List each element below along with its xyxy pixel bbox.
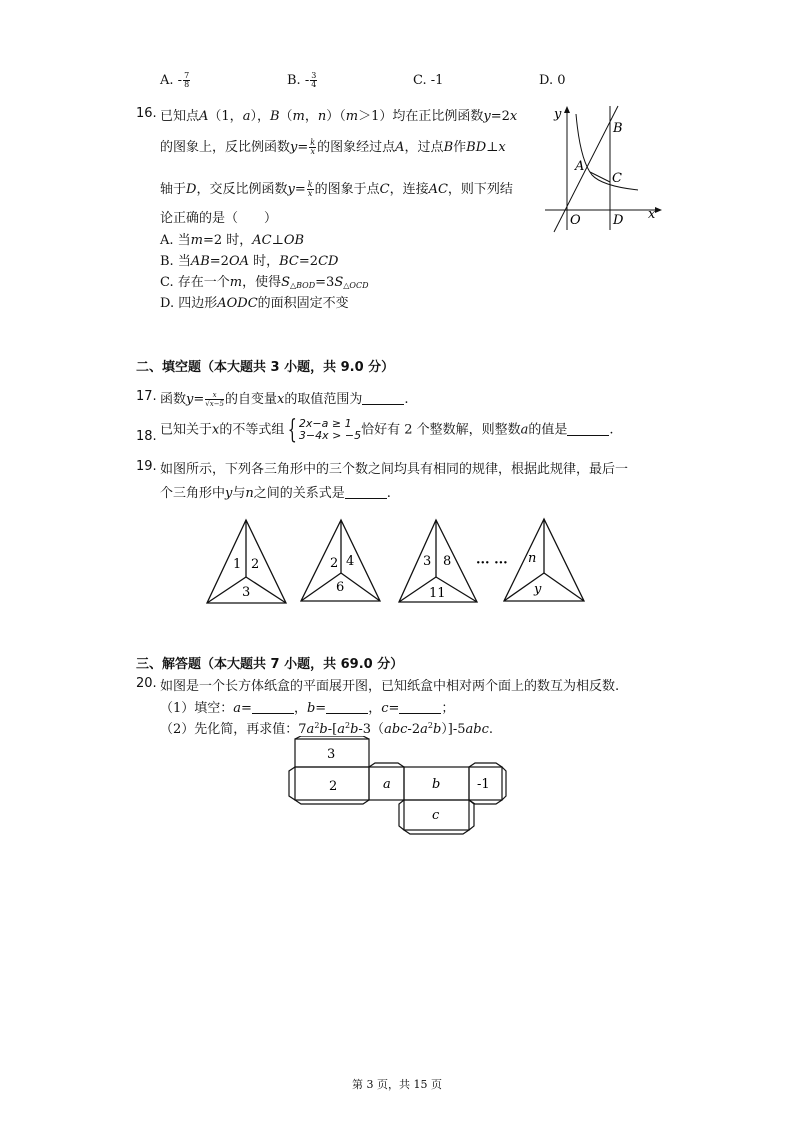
net-label-b: b (432, 777, 441, 792)
q15-option-c: C. -1 (413, 73, 444, 88)
q20-part2: （2）先化简，再求值：$7a^2b-[a^2b-3(abc-2a^2b)]-5abc$. (160, 721, 494, 737)
q16-option-c: C. 存在一个m，使得$S_{\triangle BOD}=3S_{\triangle OCD}$ (160, 275, 369, 290)
triangle-3-left: 3 (423, 554, 432, 569)
q19-line2: 个三角形中y与n之间的关系式是 . (160, 486, 391, 501)
triangle-1-right: 2 (251, 557, 260, 572)
triangle-4-bottom: y (534, 582, 542, 597)
triangle-1-left: 1 (233, 557, 242, 572)
q16-line3: 轴于D，交反比例函数y= $\frac{k}{x}$ 的图象于点C，连接AC，则下列结 (160, 180, 513, 198)
graph-a-label: A (575, 159, 585, 174)
q17-number: 17. (136, 389, 157, 404)
q15-option-a: A. - $\frac{7}{8}$ (160, 71, 190, 89)
q16-line1: 已知点A（1，a），B（m，n）（m＞1）均在正比例函数y=2x (160, 109, 518, 124)
triangle-3 (399, 520, 477, 602)
q20-a-blank[interactable] (252, 701, 294, 714)
x-axis-arrow (655, 207, 662, 213)
q16-graph (540, 100, 670, 235)
triangle-4-right: n (528, 551, 537, 566)
q17-answer-blank[interactable] (362, 392, 404, 405)
net-label-middle: 2 (329, 779, 338, 794)
triangle-2-bottom: 6 (336, 580, 345, 595)
triangle-2-right: 4 (346, 554, 355, 569)
q18-answer-blank[interactable] (567, 423, 609, 436)
y-axis-arrow (564, 106, 570, 113)
triangle-1 (207, 520, 286, 603)
q16-option-a: A. 当m=2 时，AC⊥OB (160, 233, 305, 248)
graph-x-label: x (648, 207, 656, 222)
q19-triangles (200, 515, 600, 610)
q20-box-net (283, 736, 508, 836)
q20-c-blank[interactable] (399, 701, 441, 714)
line-y-2x (554, 106, 618, 232)
graph-o-label: O (570, 213, 581, 228)
graph-b-label: B (613, 121, 623, 136)
q18-number: 18. (136, 429, 157, 444)
net-label-a: a (383, 777, 391, 792)
graph-c-label: C (612, 171, 622, 186)
q16-option-d: D. 四边形AODC的面积固定不变 (160, 296, 349, 311)
q20-number: 20. (136, 676, 157, 691)
inverse-curve (576, 114, 638, 190)
section-2-heading: 二、填空题（本大题共 3 小题，共 9.0 分） (136, 360, 395, 375)
q20-b-blank[interactable] (326, 701, 368, 714)
q16-line2: 的图象上，反比例函数y= $\frac{k}{x}$ 的图象经过点A，过点B作BD⊥x (160, 138, 506, 156)
q18-text: 已知关于x的不等式组 { 2x−a ≥ 1 3−4x > −5 恰好有 2 个整数解，则整数a的值是 . (160, 415, 614, 445)
net-label-top: 3 (327, 747, 336, 762)
q19-line1: 如图所示，下列各三角形中的三个数之间均具有相同的规律，根据此规律，最后一 (160, 462, 629, 477)
page-footer: 第 3 页，共 15 页 (352, 1078, 442, 1091)
triangle-2 (301, 520, 380, 601)
triangle-4 (504, 519, 584, 601)
q16-option-b: B. 当AB=2OA 时，BC=2CD (160, 254, 339, 269)
triangle-1-bottom: 3 (242, 585, 251, 600)
q16-number: 16. (136, 106, 157, 121)
q19-number: 19. (136, 459, 157, 474)
triangle-3-bottom: 11 (429, 586, 446, 601)
net-label-neg1: -1 (477, 777, 490, 792)
triangles-ellipsis: ··· ··· (476, 556, 508, 571)
q16-line4: 论正确的是（ ） (160, 211, 278, 226)
q15-option-d: D. 0 (539, 73, 566, 88)
net-label-c: c (432, 808, 440, 823)
q17-text: 函数y= $\frac{x}{√x-5}$ 的自变量x的取值范围为 . (160, 391, 409, 408)
section-3-heading: 三、解答题（本大题共 7 小题，共 69.0 分） (136, 657, 404, 672)
q20-part1: （1）填空：a= ，b= ，c= ； (160, 701, 455, 716)
triangle-3-right: 8 (443, 554, 452, 569)
q20-line1: 如图是一个长方体纸盒的平面展开图，已知纸盒中相对两个面上的数互为相反数. (160, 679, 620, 694)
q19-answer-blank[interactable] (345, 486, 387, 499)
q15-option-b: B. - $\frac{3}{4}$ (287, 71, 317, 89)
graph-y-label: y (554, 107, 562, 122)
triangle-2-left: 2 (330, 556, 339, 571)
graph-d-label: D (613, 213, 624, 228)
